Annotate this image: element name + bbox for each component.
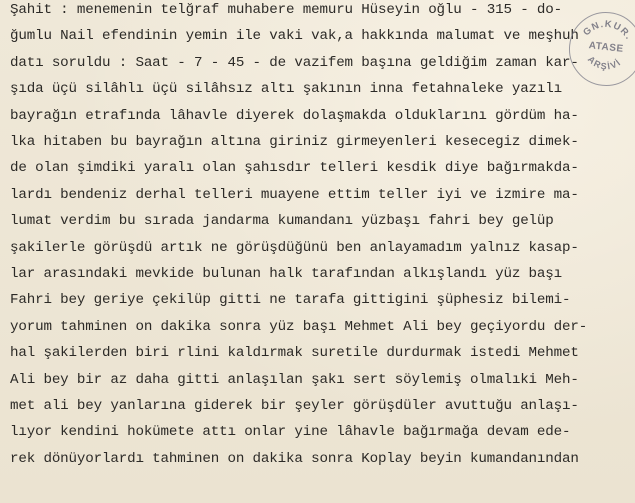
text-line: hal şakilerden biri rlini kaldırmak suretile durdurmak istedi Mehmet xyxy=(10,345,579,362)
archive-stamp xyxy=(565,8,635,89)
text-line: lka hitaben bu bayrağın altına giriniz girmeyenleri kesecegiz dimek- xyxy=(10,134,579,150)
text-line: de olan şimdiki yaralı olan şahısdır telleri kesdik diye bağırmakda- xyxy=(10,160,579,177)
text-line: Fahri bey geriye çekilüp gitti ne tarafa gittigini şüphesiz bilemi- xyxy=(10,292,571,309)
text-line: met ali bey yanlarına giderek bir şeyler görüşdüler avuttuğu anlaşı- xyxy=(10,398,579,414)
text-line: lıyor kendini hokümete attı onlar yine lâhavle bağırmağa devam ede- xyxy=(10,424,571,441)
svg-text:ARŞİVİ xyxy=(585,53,624,73)
text-line: bayrağın etrafında lâhavle diyerek dolaşmakda olduklarını gördüm ha- xyxy=(10,107,579,124)
text-line: yorum tahminen on dakika sonra yüz başı Mehmet Ali bey geçiyordu der- xyxy=(10,318,588,335)
text-line: Ali bey bir az daha gitti anlaşılan şakı sert söylemiş olmalıki Meh- xyxy=(10,371,579,388)
svg-text:GN.KUR. xyxy=(580,16,635,43)
text-line: lar arasındaki mevkide bulunan halk tarafından alkışlandı yüz başı xyxy=(10,266,563,282)
text-line: lardı bendeniz derhal telleri muayene ettim teller iyi ve izmire ma- xyxy=(10,186,579,203)
text-line: şakilerle görüşdü artık ne görüşdüğünü ben anlayamadım yalnız kasap- xyxy=(10,239,579,256)
text-line: Şahit : menemenin telğraf muhabere memuru Hüseyin oğlu - 315 - do- xyxy=(10,2,563,18)
text-line: şıda üçü silâhlı üçü silâhsız altı şakının inna fetahnaleke yazılı xyxy=(10,81,563,98)
stamp-ring-text: GN.KUR. xyxy=(581,18,635,43)
text-line: rek dönüyorlardı tahminen on dakika sonra Koplay beyin kumandanından xyxy=(10,450,579,467)
stamp-bottom-text: ARŞİVİ xyxy=(585,54,624,72)
text-line: datı soruldu : Saat - 7 - 45 - de vazifem başına geldiğim zaman kar- xyxy=(10,54,579,71)
text-line: lumat verdim bu sırada jandarma kumandanı yüzbaşı fahri bey gelüp xyxy=(10,213,554,230)
stamp-center-text: ATASE xyxy=(588,40,625,55)
text-line: ğumlu Nail efendinin yemin ile vaki vak,a hakkında malumat ve meşhuh xyxy=(10,28,579,45)
